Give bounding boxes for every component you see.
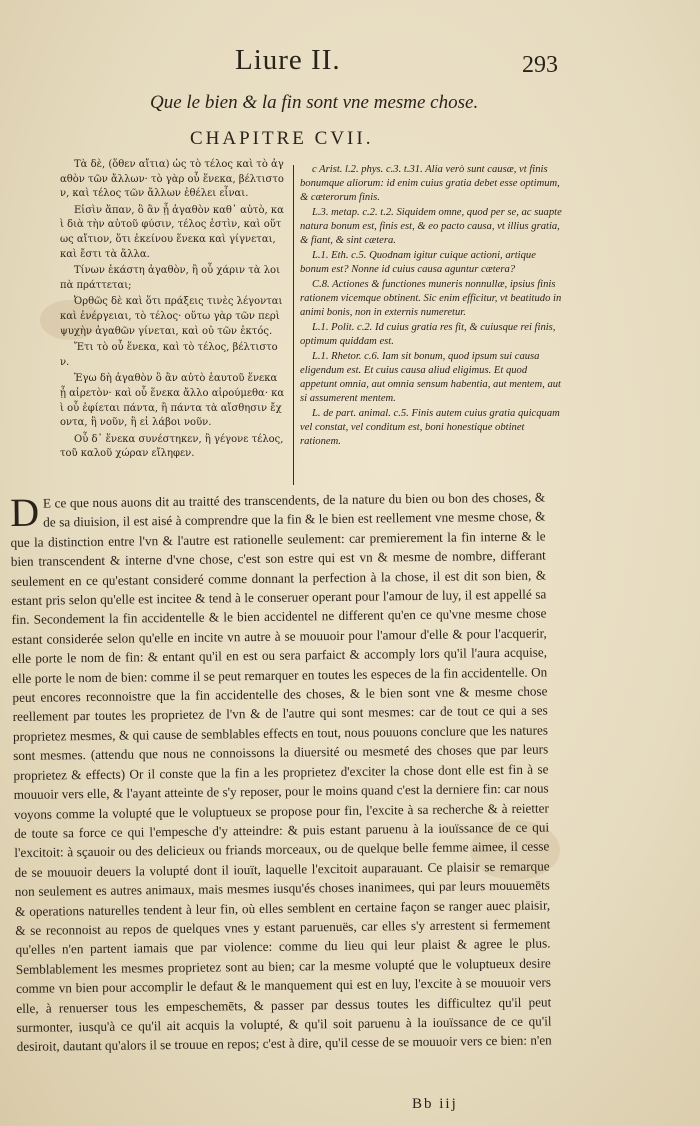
column-divider (293, 165, 294, 485)
greek-quotations (60, 158, 285, 464)
page-number: 293 (522, 52, 558, 78)
body-paragraph (10, 487, 552, 1056)
greek-paragraph: Εἰσὶν ἅπαν, ὃ ἂν ᾖ ἀγαθὸν καθ᾽ αὑτὸ, καὶ διὰ τὴν αὑτοῦ φύσιν, τέλος ἐστὶν, καὶ οὕτως αἴτιον, ὅτι ἐκείνου ἕνεκα καὶ γίγνεται, καὶ ἔστι τὰ ἄλλα. (60, 204, 284, 260)
greek-paragraph: Τίνων ἑκάστη ἀγαθὸν, ἢ οὗ χάριν τὰ λοιπὰ πράττεται; (60, 265, 281, 291)
latin-paragraph: c Arist. l.2. phys. c.3. t.31. Alia verò sunt causæ, vt finis bonumque aliorum: id enim cuius gratia debet esse optimum, & cæterorum finis. (300, 164, 560, 203)
latin-paragraph: L.3. metap. c.2. t.2. Siquidem omne, quod per se, ac suapte natura bonum est, finis est, & eo pacto causa, vt illius gratia, & fiant, & sint cætera. (300, 207, 562, 246)
latin-references (300, 163, 562, 450)
latin-paragraph: L.1. Polit. c.2. Id cuius gratia res fit, & cuiusque rei finis, optimum quiddam est. (300, 322, 556, 347)
greek-paragraph: Ὀρθῶς δὲ καὶ ὅτι πράξεις τινὲς λέγονται καὶ ἐνέργειαι, τὸ τέλος· οὕτω γὰρ τῶν περὶ ψυχὴν ἀγαθῶν γίνεται, καὶ οὐ τῶν ἐκτός. (60, 296, 283, 337)
signature-mark: Bb iij (412, 1096, 458, 1112)
chapter-heading: CHAPITRE CVII. (190, 128, 374, 149)
drop-cap: D (9, 489, 40, 535)
greek-paragraph: Τὰ δὲ, (ὅθεν αἴτια) ὡς τὸ τέλος καὶ τὸ ἀγαθὸν τῶν ἄλλων· τὸ γὰρ οὗ ἕνεκα, βέλτιστον, καὶ τέλος τῶν ἄλλων ἐθέλει εἶναι. (60, 159, 284, 200)
latin-paragraph: L.1. Eth. c.5. Quodnam igitur cuique actioni, artique bonum est? Nonne id cuius causa aguntur cætera? (300, 250, 536, 275)
greek-paragraph: Ἔτι τὸ οὗ ἕνεκα, καὶ τὸ τέλος, βέλτιστον. (60, 342, 278, 368)
body-text: E ce que nous auons dit au traitté des transcendents, de la nature du bien ou bon des choses, & de sa diuision, il est aisé à comprendre que la fin & le bien est reellement vne mesme chose, & que la distinction entre l'vn & l'autre est rationelle seulement: car premierement la fin interne & le bien transcendent & interne d'vne chose, c'est son estre qui est vn & mesme de nombre, differant seulement en ce qu'estant consideré comme donnant la perfection à la chose, il est dit son bien, & estant pris selon qu'elle est incitee & tend à le conseruer operant pour l'amour de luy, il est appellé sa fin. Secondement la fin accidentelle & le bien accidentel ne different qu'en ce qu'vne mesme chose estant considerée selon qu'elle en incite vn autre à se mouuoir pour l'amour d'elle & pour l'acquerir, elle porte le nom de fin: & entant qu'il en est ou sera parfaict & accomply lors qu'il l'aura acquise, elle porte le nom de bien: comme il se peut remarquer en toutes les especes de la fin accidentelle. On peut encores reconnoistre que la fin accidentelle des choses, & le bien sont vne & mesme chose reellement par toutes les proprietez de l'vn & de l'autre qui sont mesmes: car de tout ce qui a ses proprietez mesmes, & qui cause de semblables effects en tout, nous pouuons conclure que les natures sont mesmes. (attendu que nous ne connoissons la diuersité ou mesmeté des choses que par leurs proprietez & effects) Or il conste que la fin a les proprietez d'exciter la chose dont elle est fin à se mouuoir vers elle, & l'ayant atteinte de s'y reposer, pour le moins quand c'est la derniere fin: car nous voyons comme la volupté que le voluptueux se propose pour fin, l'excite à sa recherche & à reietter de toute sa force ce qui l'empesche d'y atteindre: & puis estant paruenu à la iouïssance de ce qui l'excitoit: à sçauoir ou des delicieux ou friands morceaux, ou de quelque belle femme aimee, il cesse de se mouuoir deuers la volupté dont il iouït, laquelle l'excitoit auparauant. Ce plaisir se remarque non seulement es autres animaux, mais mesmes iusqu'és choses inanimees, qui par leurs mouuemēts & operations naturelles tendent à leur fin, où elles semblent en certaine façon se ranger auec plaisir, & se reconnoist au repos de quelques vnes y estant paruenuës, car elles s'y arrestent si fermement qu'elles n'en partent iamais que par violence: comme du lieu qui leur plaist & agree le plus. Semblablement les mesmes proprietez sont au bien; car la mesme volupté que le voluptueux desire comme vn bien pour accomplir le defaut & le manquement qui est en luy, l'excite à se mouuoir vers elle, à renuerser tous les empeschemēts, & passer par dessus toutes les difficultez qu'il peut surmonter, iusqu'à ce qu'il ait acquis la volupté, & qu'il soit paruenu à la iouïssance de ce qu'il desiroit, dautant qu'alors il se trouue en repos; c'est à dire, qu'il cesse de se mouuoir vers ce bien: n'en (10, 489, 552, 1055)
running-title: Liure II. (235, 44, 341, 76)
greek-paragraph: Ἐγω δὴ ἀγαθὸν ὃ ἂν αὐτὸ ἑαυτοῦ ἕνεκα ᾖ αἱρετὸν· καὶ οὗ ἕνεκα ἄλλο αἱρούμεθα· καὶ οὗ ἐφίεται πάντα, ἢ πάντα τὰ αἴσθησιν ἔχοντα, ἢ νοῦν, ἢ εἰ λάβοι νοῦν. (60, 373, 285, 429)
main-body-text (10, 487, 552, 1056)
chapter-subtitle: Que le bien & la fin sont vne mesme chose. (150, 92, 479, 113)
latin-paragraph: L.1. Rhetor. c.6. Iam sit bonum, quod ipsum sui causa eligendum est. Et cuius causa aliud eligimus. Et quod appetunt omnia, aut omnia sensum habentia, aut mentem, aut si assumerent mentem. (300, 351, 561, 404)
greek-paragraph: Οὗ δ᾽ ἕνεκα συνέστηκεν, ἢ γέγονε τέλος, τοῦ καλοῦ χώραν εἴληφεν. (60, 433, 284, 460)
latin-paragraph: C.8. Actiones & functiones muneris nonnullæ, ipsius finis rationem vicemque obtinent. Sic enim efficitur, vt beatitudo in animi bonis, non in externis numeretur. (300, 279, 562, 318)
running-head (0, 38, 700, 78)
latin-paragraph: L. de part. animal. c.5. Finis autem cuius gratia quicquam vel constat, vel conditum est, boni honestique obtinet rationem. (300, 408, 560, 447)
